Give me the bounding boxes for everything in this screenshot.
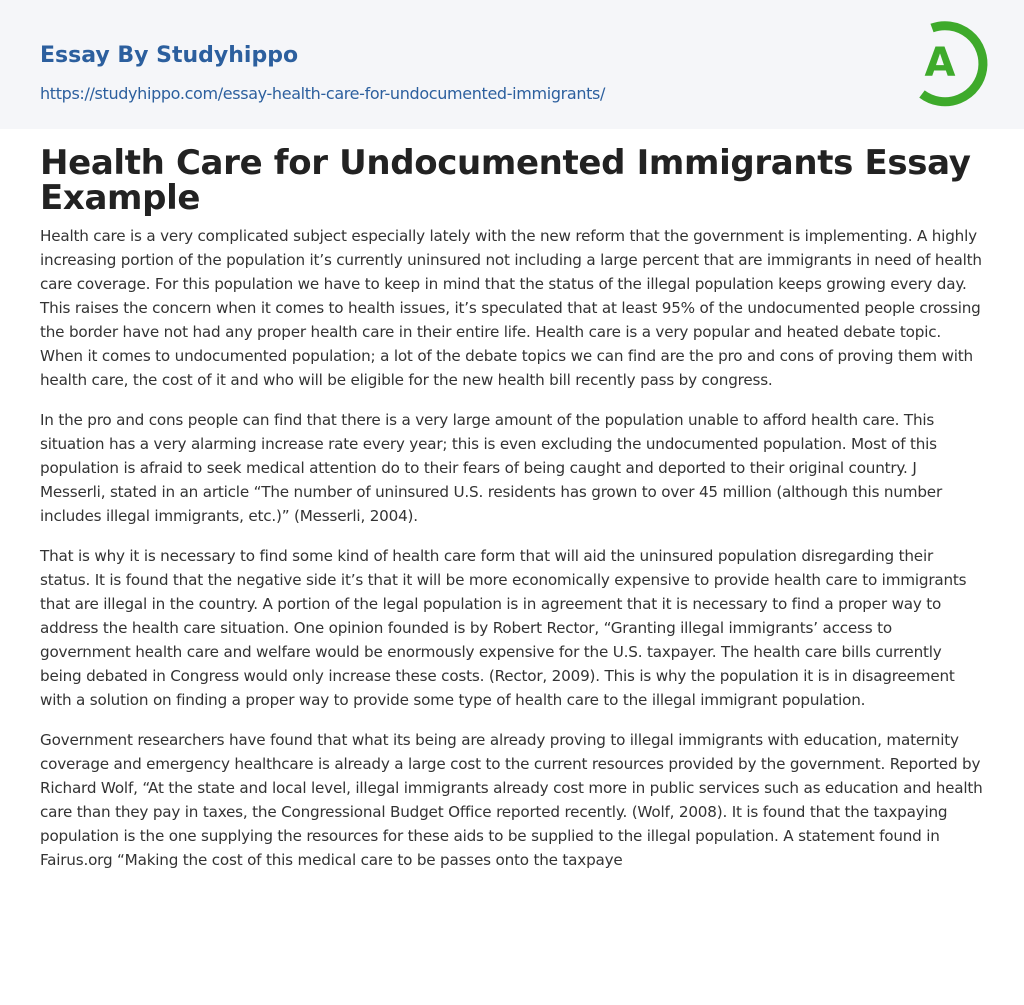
essay-paragraph: That is why it is necessary to find some kind of health care form that will aid the uninsured population disregarding their status. It is found that the negative side it’s that it will be more economically expensive to provide health care to immigrants that are illegal in the country. A portion of the legal population is in agreement that it is necessary to find a proper way to address the health care situation. One opinion founded is by Robert Rector, “Granting illegal immigrants’ access to government health care and welfare would be enormously expensive for the U.S. taxpayer. The health care bills currently being debated in Congress would only increase these costs. (Rector, 2009). This is why the population it is in disagreement with a solution on finding a proper way to provide some type of health care to the illegal immigrant population. [40, 547, 967, 709]
essay-paragraph: In the pro and cons people can find that there is a very large amount of the population unable to afford health care. This situation has a very alarming increase rate every year; this is even excluding the undocumented population. Most of this population is afraid to seek medical attention do to their fears of being caught and deported to their original country. J Messerli, stated in an article “The number of uninsured U.S. residents has grown to over 45 million (although this number includes illegal immigrants, etc.)” (Messerli, 2004). [40, 411, 942, 525]
essay-paragraph: Health care is a very complicated subject especially lately with the new reform that the government is implementing. A highly increasing portion of the population it’s currently uninsured not including a large percent that are immigrants in need of health care coverage. For this population we have to keep in mind that the status of the illegal population keeps growing every day. This raises the concern when it comes to health issues, it’s speculated that at least 95% of the undocumented people crossing the border have not had any proper health care in their entire life. Health care is a very popular and heated debate topic. When it comes to undocumented population; a lot of the debate topics we can find are the pro and cons of proving them with health care, the cost of it and who will be eligible for the new health bill recently pass by congress. [40, 227, 982, 389]
site-header [0, 0, 1024, 129]
studyhippo-logo-icon[interactable] [904, 16, 992, 108]
site-title[interactable]: Essay By Studyhippo [40, 43, 299, 68]
essay-paragraph: Government researchers have found that what its being are already proving to illegal immigrants with education, maternity coverage and emergency healthcare is already a large cost to the current resources provided by the government. Reported by Richard Wolf, “At the state and local level, illegal immigrants already cost more in public services such as education and health care than they pay in taxes, the Congressional Budget Office reported recently. (Wolf, 2008). It is found that the taxpaying population is the one supplying the resources for these aids to be supplied to the illegal population. A statement found in Fairus.org “Making the cost of this medical care to be passes onto the taxpaye [40, 731, 983, 869]
essay-article [40, 143, 986, 888]
essay-title: Health Care for Undocumented Immigrants Essay Example [40, 143, 971, 218]
page-url-link[interactable]: https://studyhippo.com/essay-health-care-for-undocumented-immigrants/ [40, 84, 606, 103]
logo-letter: A [924, 40, 956, 86]
